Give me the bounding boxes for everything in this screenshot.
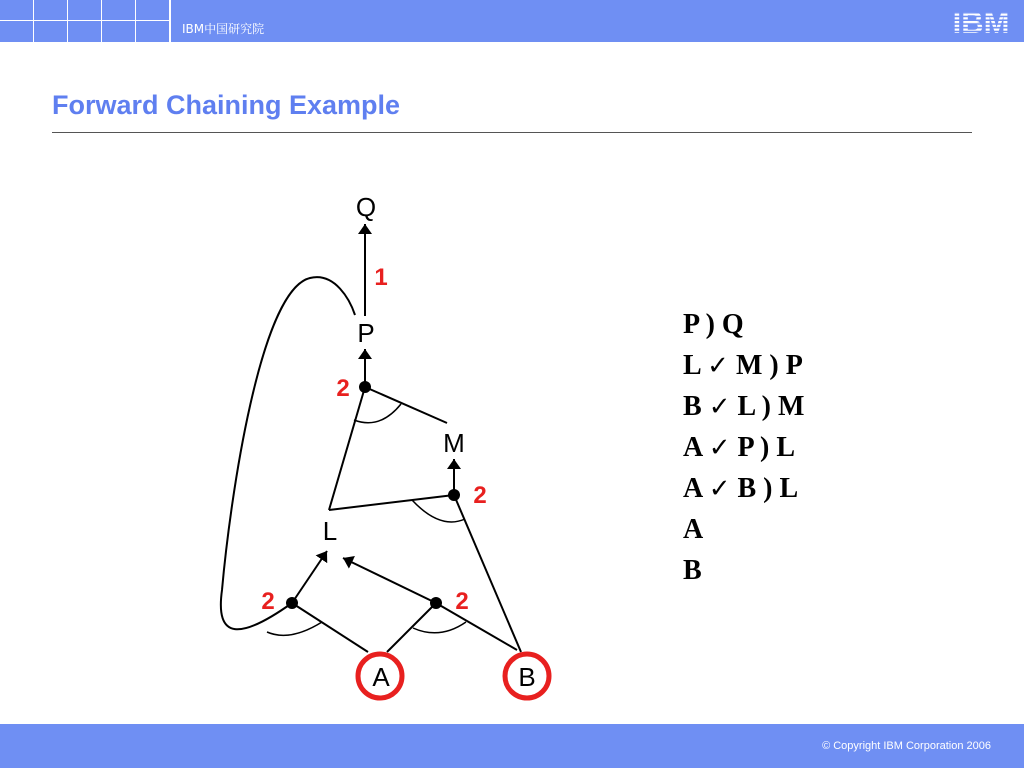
rule-item: [683, 427, 804, 468]
edge-L-to-and-P: [329, 387, 365, 510]
rule-item: [683, 304, 804, 345]
rule-symbol: A: [683, 473, 702, 504]
rule-symbol: A: [683, 432, 702, 463]
conjunction-arc: [354, 404, 401, 423]
node-Q: Q: [355, 192, 377, 222]
junction-dot: [430, 597, 442, 609]
edge-A-to-and2: [387, 603, 436, 652]
fact-symbol: B: [683, 555, 702, 586]
page-title: Forward Chaining Example: [52, 90, 401, 120]
rule-symbol: P: [785, 350, 803, 381]
conjunction-arc: [413, 622, 466, 633]
copyright-text: © Copyright IBM Corporation 2006: [822, 740, 991, 752]
count-label: 2: [473, 482, 487, 509]
implies-symbol: ): [761, 391, 771, 422]
rule-list: [683, 304, 804, 591]
rule-symbol: B: [737, 473, 757, 504]
edge-P-to-and1-curve: [221, 277, 355, 629]
and-symbol-icon: ✓: [708, 474, 731, 504]
rule-symbol: L: [737, 391, 755, 422]
node-B: B: [518, 662, 536, 692]
fact-symbol: A: [683, 514, 704, 545]
rule-symbol: P: [683, 309, 699, 340]
edge-and1-to-L: [292, 551, 327, 603]
edge-M-to-and-P: [365, 387, 447, 423]
rule-symbol: M: [735, 350, 763, 381]
node-P: P: [357, 318, 375, 348]
rule-symbol: L: [776, 432, 796, 463]
rule-item: [683, 468, 804, 509]
rule-symbol: P: [737, 432, 754, 463]
node-M: M: [443, 428, 465, 458]
rule-symbol: L: [779, 473, 799, 504]
and-symbol-icon: ✓: [707, 351, 729, 381]
junction-dot: [448, 489, 460, 501]
and-symbol-icon: ✓: [708, 392, 731, 422]
rule-item: [683, 386, 804, 427]
node-L: L: [322, 516, 338, 546]
svg-text:IBM: IBM: [952, 6, 1010, 36]
implies-symbol: ): [705, 309, 715, 340]
fact-item: [683, 509, 804, 550]
count-label: 2: [455, 588, 469, 615]
junction-dot: [359, 381, 371, 393]
edge-B-to-and2: [436, 603, 517, 650]
implies-symbol: ): [769, 350, 779, 381]
rule-symbol: L: [683, 350, 701, 381]
edge-B-to-and-M: [454, 495, 521, 652]
implies-symbol: ): [760, 432, 770, 463]
edge-A-to-and1: [292, 603, 368, 652]
rule-symbol: B: [683, 391, 702, 422]
rule-symbol: M: [777, 391, 805, 422]
count-label: 2: [261, 588, 275, 615]
rule-symbol: Q: [721, 309, 744, 340]
count-label: 2: [336, 375, 350, 402]
footer-bar: [0, 724, 1024, 768]
implies-symbol: ): [763, 473, 773, 504]
node-A: A: [372, 662, 390, 692]
fact-item: [683, 550, 804, 591]
count-label: 1: [374, 264, 388, 291]
and-symbol-icon: ✓: [708, 433, 731, 463]
conjunction-arc: [267, 622, 322, 635]
brand-text: IBM中国研究院: [182, 22, 265, 36]
edge-L-to-and-M: [329, 495, 454, 510]
edge-and2-to-L: [343, 558, 436, 603]
rule-item: [683, 345, 804, 386]
junction-dot: [286, 597, 298, 609]
